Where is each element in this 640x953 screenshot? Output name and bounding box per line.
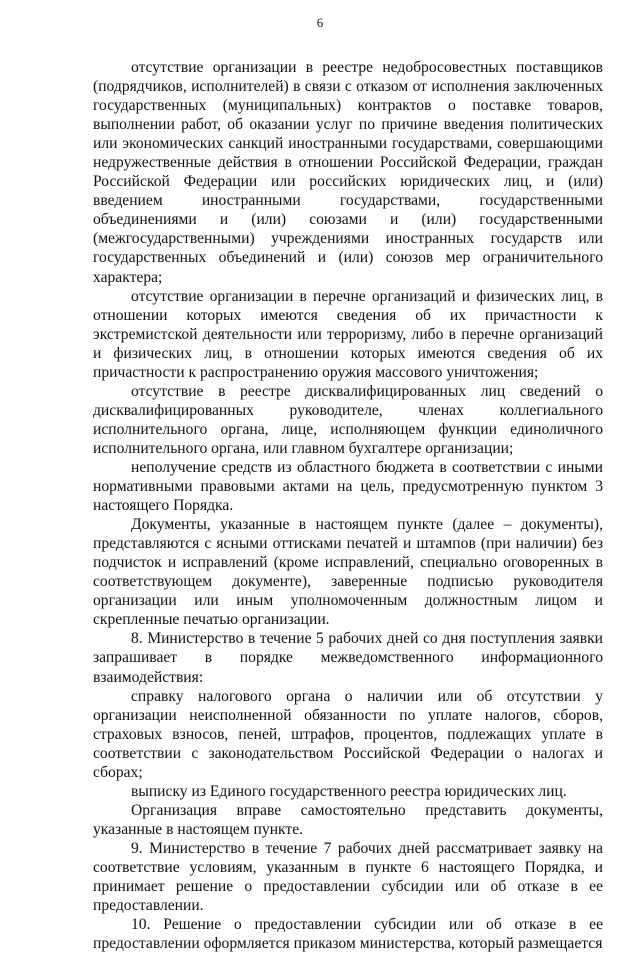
paragraph-item-8: 8. Министерство в течение 5 рабочих дней со дня поступления заявки запрашивает в порядке межведомственного информационного взаимодействия:	[93, 630, 603, 686]
paragraph-egrul-extract: выписку из Единого государственного реестра юридических лиц.	[131, 782, 567, 800]
paragraph-item-9: 9. Министерство в течение 7 рабочих дней рассматривает заявку на соответствие условиям, указанным в пункте 6 настоящего Порядка, и принимает решение о предоставлении субсидии или об отказе в ее предоставлении.	[93, 839, 603, 915]
paragraph-tax-certificate: справку налогового органа о наличии или об отсутствии у организации неисполненной обязанности по уплате налогов, сборов, страховых взносов, пеней, штрафов, процентов, подлежащих уплате в соответствии с законодательством Российской Федерации о налогах и сборах;	[93, 687, 603, 781]
paragraph-no-other-budget-funds: неполучение средств из областного бюджета в соответствии с иными нормативными правовыми актами на цель, предусмотренную пунктом 3 настоящего Порядка.	[93, 458, 603, 515]
page-number: 6	[316, 15, 324, 30]
paragraph-disqualified-persons: отсутствие в реестре дисквалифицированных лиц сведений о дисквалифицированных руководителе, членах коллегиального исполнительного органа, лице, исполняющем функции единоличного исполнительного органа, или главном бухгалтере организации;	[93, 382, 603, 457]
paragraph-registry-unscrupulous-suppliers: отсутствие организации в реестре недобросовестных поставщиков (подрядчиков, исполнителей) в связи с отказом от исполнения заключенных государственных (муниципальных) контрактов о поставке товаров, выполнении работ, об оказании услуг по причине введения политических или экономических санкций иностранными государствами, совершающими недружественные действия в отношении Российской Федерации, граждан Российской Федерации или российских юридических лиц, и (или) введением иностранными государствами, государственными объединениями и (или) союзами и (или) государственными (межгосударственными) учреждениями иностранных государств или государственных объединений и (или) союзов мер ограничительного характера;	[93, 59, 603, 286]
paragraph-documents-requirements: Документы, указанные в настоящем пункте (далее – документы), представляются с ясными оттисками печатей и штампов (при наличии) без подчисток и исправлений (кроме исправлений, специально оговоренных в соответствующем документе), заверенные подписью руководителя организации или иным уполномоченным должностным лицом и скрепленные печатью организации.	[93, 516, 603, 629]
document-body	[93, 58, 603, 953]
paragraph-extremism-list: отсутствие организации в перечне организаций и физических лиц, в отношении которых имеются сведения об их причастности к экстремистской деятельности или терроризму, либо в перечне организаций и физических лиц, в отношении которых имеются сведения об их причастности к распространению оружия массового уничтожения;	[93, 287, 603, 381]
paragraph-item-10: 10. Решение о предоставлении субсидии или об отказе в ее предоставлении оформляется приказом министерства, который размещается	[93, 916, 603, 953]
paragraph-self-submission: Организация вправе самостоятельно представить документы, указанные в настоящем пункте.	[93, 801, 603, 838]
